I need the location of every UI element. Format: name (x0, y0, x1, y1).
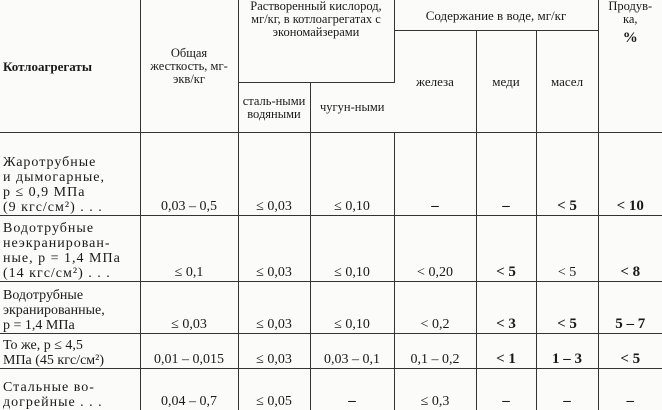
cell-copper: – (476, 133, 536, 216)
header-oil: масел (536, 31, 598, 133)
cell-hardness: ≤ 0,03 (140, 282, 238, 334)
cell-o2-cast: 0,03 – 0,1 (310, 333, 394, 368)
cell-iron: – (394, 133, 476, 216)
cell-boiler: Водотрубные неэкранирован- ные, p = 1,4 МПа (14 кгс/см²) . . . (0, 215, 140, 281)
cell-o2-steel: ≤ 0,03 (238, 282, 310, 334)
cell-boiler: Стальные во- догрейные . . . (0, 369, 140, 410)
cell-blowdown: < 10 (598, 133, 662, 216)
cell-copper: < 3 (476, 282, 536, 334)
cell-o2-steel: ≤ 0,03 (238, 133, 310, 216)
cell-o2-cast: ≤ 0,10 (310, 133, 394, 216)
cell-hardness: ≤ 0,1 (140, 215, 238, 281)
cell-oil: 1 – 3 (536, 333, 598, 368)
cell-boiler: Водотрубные экранированные, p = 1,4 МПа (0, 282, 140, 334)
cell-hardness: 0,01 – 0,015 (140, 333, 238, 368)
cell-copper: – (476, 369, 536, 410)
cell-o2-steel: ≤ 0,05 (238, 369, 310, 410)
cell-iron: < 0,2 (394, 282, 476, 334)
cell-o2-cast: ≤ 0,10 (310, 215, 394, 281)
cell-o2-cast: ≤ 0,10 (310, 282, 394, 334)
header-blowdown (598, 0, 662, 133)
table-row (0, 333, 662, 368)
header-boiler: Котлоагрегаты (0, 0, 140, 133)
cell-hardness: 0,03 – 0,5 (140, 133, 238, 216)
table-row (0, 133, 662, 216)
header-oxygen-cast: чугун-ными (310, 83, 394, 133)
cell-oil: < 5 (536, 282, 598, 334)
cell-blowdown: – (598, 369, 662, 410)
cell-blowdown: < 5 (598, 333, 662, 368)
table-row (0, 282, 662, 334)
cell-boiler: То же, p ≤ 4,5 МПа (45 кгс/см²) (0, 333, 140, 368)
header-blowdown-label: Продув-ка, (608, 0, 653, 26)
header-oxygen-steel: сталь-ными водяными (238, 83, 310, 133)
cell-copper: < 5 (476, 215, 536, 281)
header-blowdown-unit: % (622, 30, 638, 46)
header-iron: железа (394, 31, 476, 133)
cell-oil: < 5 (536, 215, 598, 281)
cell-o2-steel: ≤ 0,03 (238, 333, 310, 368)
cell-o2-cast: – (310, 369, 394, 410)
cell-copper: < 1 (476, 333, 536, 368)
cell-blowdown: 5 – 7 (598, 282, 662, 334)
cell-iron: < 0,20 (394, 215, 476, 281)
cell-boiler: Жаротрубные и дымогарные, p ≤ 0,9 МПа (9 кгс/см²) . . . (0, 133, 140, 216)
table-row (0, 215, 662, 281)
cell-oil: < 5 (536, 133, 598, 216)
cell-iron: 0,1 – 0,2 (394, 333, 476, 368)
table-row (0, 369, 662, 410)
header-water-content: Содержание в воде, мг/кг (394, 0, 598, 31)
cell-oil: – (536, 369, 598, 410)
cell-iron: ≤ 0,3 (394, 369, 476, 410)
header-oxygen: Растворенный кислород, мг/кг, в котлоагрегатах с экономайзерами (238, 0, 394, 83)
cell-hardness: 0,04 – 0,7 (140, 369, 238, 410)
cell-blowdown: < 8 (598, 215, 662, 281)
cell-o2-steel: ≤ 0,03 (238, 215, 310, 281)
header-hardness: Общая жесткость, мг-экв/кг (140, 0, 238, 133)
header-copper: меди (476, 31, 536, 133)
